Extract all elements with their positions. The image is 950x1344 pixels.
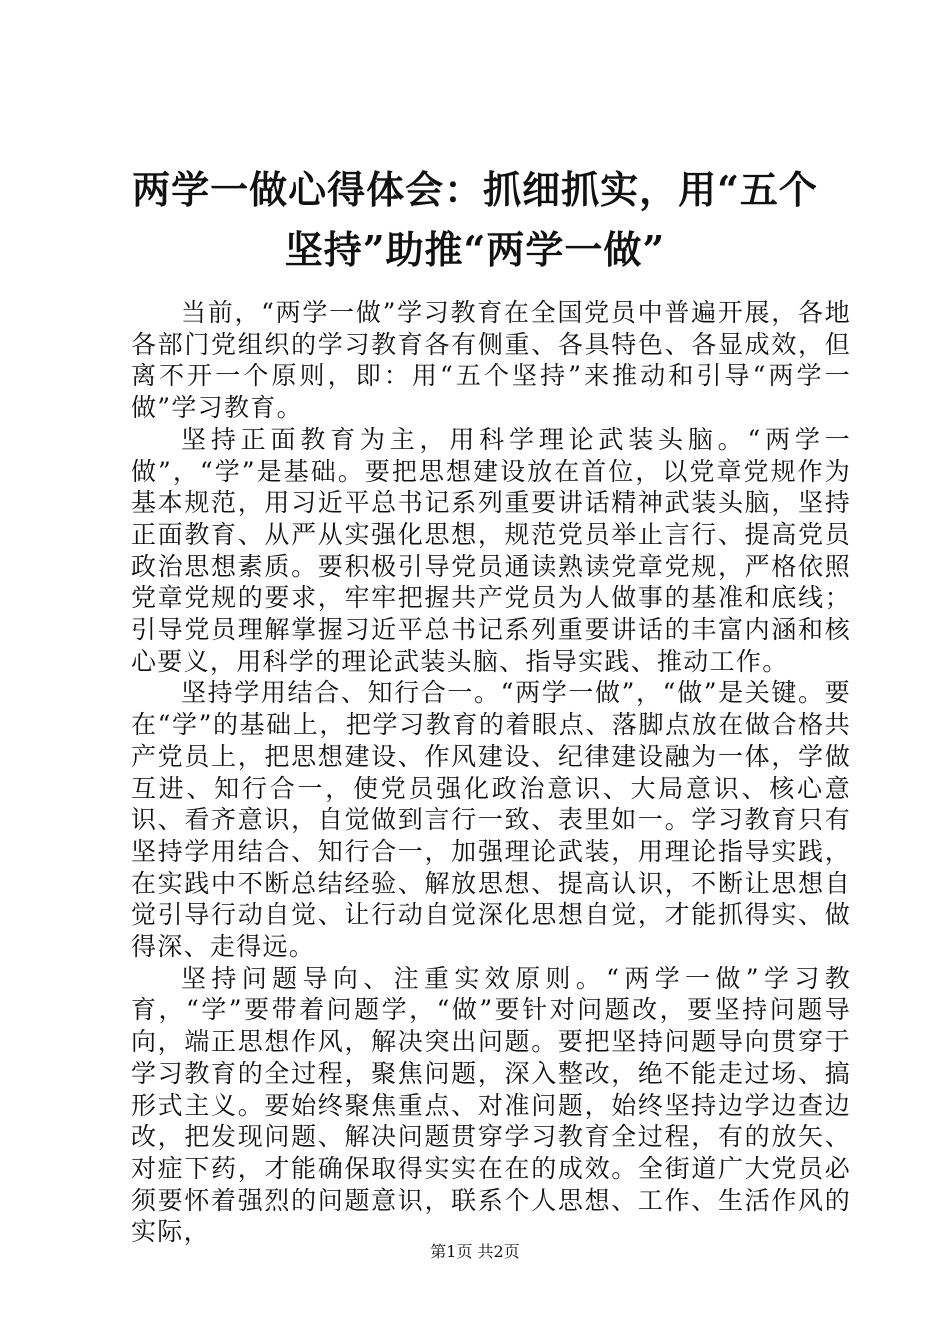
page-footer: 第1页 共2页 bbox=[430, 1242, 520, 1261]
paragraph-2: 坚持正面教育为主，用科学理论武装头脑。“两学一做”，“学”是基础。要把思想建设放在首位，以党章党规作为基本规范，用习近平总书记系列重要讲话精神武装头脑，坚持正面教育、从严从实强化思想，规范党员举止言行、提高党员政治思想素质。要积极引导党员通读熟读党章党规，严格依照党章党规的要求，牢牢把握共产党员为人做事的基准和底线；引导党员理解掌握习近平总书记系列重要讲话的丰富内涵和核心要义，用科学的理论武装头脑、指导实践、推动工作。 bbox=[131, 424, 851, 676]
document-body bbox=[131, 297, 851, 1248]
paragraph-3: 坚持学用结合、知行合一。“两学一做”，“做”是关键。要在“学”的基础上，把学习教育的着眼点、落脚点放在做合格共产党员上，把思想建设、作风建设、纪律建设融为一体，学做互进、知行合一，使党员强化政治意识、大局意识、核心意识、看齐意识，自觉做到言行一致、表里如一。学习教育只有坚持学用结合、知行合一，加强理论武装，用理论指导实践，在实践中不断总结经验、解放思想、提高认识，不断让思想自觉引导行动自觉、让行动自觉深化思想自觉，才能抓得实、做得深、走得远。 bbox=[131, 678, 851, 962]
document-title: 两学一做心得体会：抓细抓实，用“五个坚持”助推“两学一做” bbox=[132, 167, 818, 272]
paragraph-1: 当前，“两学一做”学习教育在全国党员中普遍开展，各地各部门党组织的学习教育各有侧重、各具特色、各显成效，但离不开一个原则，即：用“五个坚持”来推动和引导“两学一做”学习教育。 bbox=[131, 298, 851, 423]
paragraph-4: 坚持问题导向、注重实效原则。“两学一做”学习教育，“学”要带着问题学，“做”要针对问题改，要坚持问题导向，端正思想作风，解决突出问题。要把坚持问题导向贯穿于学习教育的全过程，聚焦问题，深入整改，绝不能走过场、搞形式主义。要始终聚焦重点、对准问题，始终坚持边学边查边改，把发现问题、解决问题贯穿学习教育全过程，有的放矢、对症下药，才能确保取得实实在在的成效。全街道广大党员必须要怀着强烈的问题意识，联系个人思想、工作、生活作风的实际， bbox=[131, 963, 851, 1247]
